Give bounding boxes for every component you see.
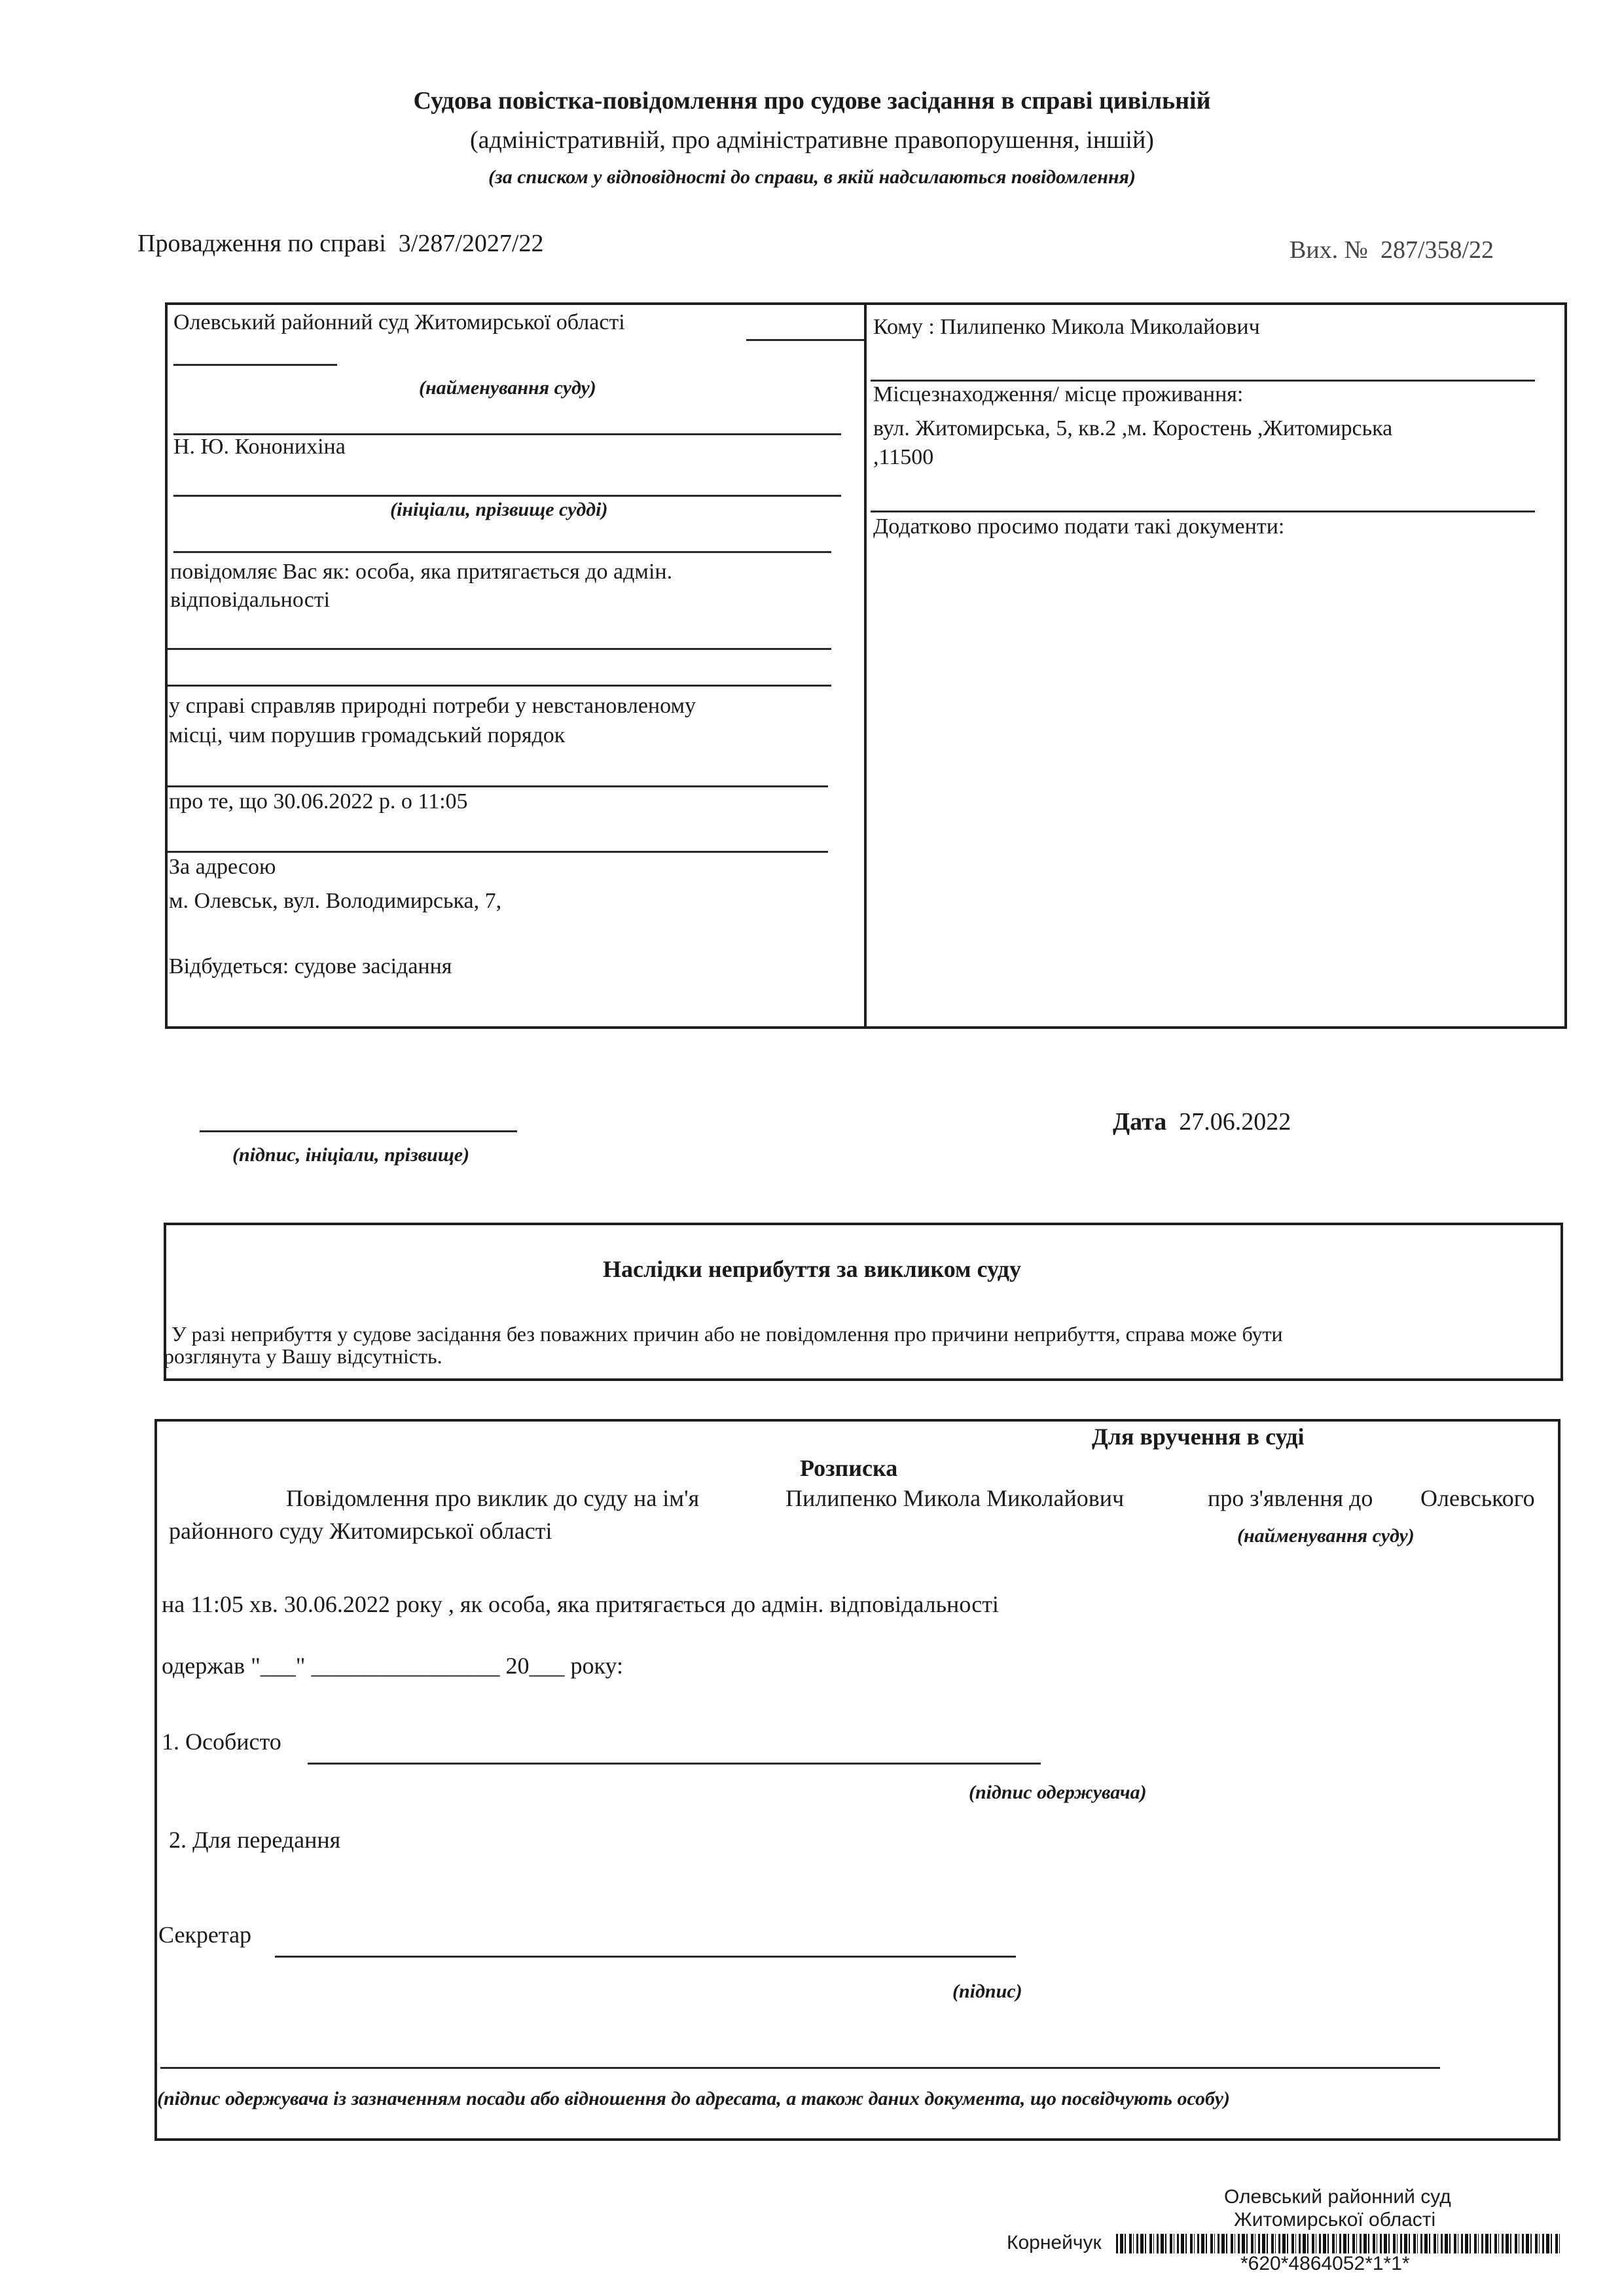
receipt-recipient-name: Пилипенко Микола Миколайович	[785, 1485, 1125, 1511]
receipt-line-1-part-2: про з'явлення до	[1208, 1485, 1373, 1511]
recipient-underline	[871, 380, 1535, 382]
case-number-line	[137, 229, 543, 258]
date-label: Дата	[1113, 1108, 1167, 1136]
footer-clerk: Корнейчук	[1007, 2232, 1102, 2253]
location-underline	[871, 511, 1535, 512]
personal-signature-line	[308, 1763, 1041, 1765]
receipt-court-word: Олевського	[1420, 1485, 1535, 1511]
separator-line-6	[167, 851, 828, 853]
signature-caption: (підпис, ініціали, прізвище)	[232, 1144, 470, 1166]
recipient-line: Кому : Пилипенко Микола Миколайович	[873, 315, 1260, 339]
notice-box-divider	[864, 302, 867, 1029]
judge-underline	[173, 495, 841, 497]
consequences-line-1: У разі неприбуття у судове засідання без поважних причин або не повідомлення про причини неприбуття, справа може бути	[171, 1322, 1283, 1346]
barcode-icon	[1116, 2234, 1561, 2253]
court-caption: (найменування суду)	[419, 377, 596, 399]
judge-name: Н. Ю. Кононихіна	[173, 435, 346, 459]
court-name-tail-line	[746, 339, 864, 341]
event-line: Відбудеться: судове засідання	[169, 954, 452, 978]
signature-line	[200, 1130, 517, 1132]
separator-line-3	[167, 648, 831, 650]
location-line-1: вул. Житомирська, 5, кв.2 ,м. Коростень ,Житомирська	[873, 416, 1393, 440]
footer-court-line-2: Житомирської області	[1234, 2209, 1436, 2231]
outgoing-number-line	[1290, 236, 1494, 264]
receipt-received-line: одержав "___" ________________ 20___ року:	[162, 1653, 624, 1679]
document-title: Судова повістка-повідомлення про судове засідання в справі цивільній	[413, 87, 1211, 115]
secretary-signature-line	[275, 1956, 1016, 1958]
address-value: м. Олевськ, вул. Володимирська, 7,	[169, 889, 502, 913]
document-note: (за списком у відповідності до справи, в якій надсилаються повідомлення)	[488, 166, 1136, 188]
secretary-caption: (підпис)	[952, 1981, 1022, 2002]
case-number: 3/287/2027/22	[398, 230, 544, 257]
consequences-line-2: розглянута у Вашу відсутність.	[164, 1344, 442, 1368]
receipt-time-line: на 11:05 хв. 30.06.2022 року , як особа, яка притягається до адмін. відповідальності	[162, 1591, 999, 1617]
document-subtitle: (адміністративній, про адміністративне правопорушення, іншій)	[470, 126, 1154, 154]
case-line-2: місці, чим порушив громадський порядок	[169, 723, 566, 747]
outgoing-label: Вих. №	[1290, 236, 1368, 264]
receipt-title: Розписка	[800, 1455, 898, 1481]
barcode-text: *620*4864052*1*1*	[1240, 2253, 1410, 2274]
separator-line-5	[167, 785, 828, 787]
judge-caption: (ініціали, прізвище судді)	[390, 499, 608, 520]
consequences-title: Наслідки неприбуття за викликом суду	[603, 1256, 1021, 1282]
outgoing-number: 287/358/22	[1380, 236, 1494, 264]
datetime-line: про те, що 30.06.2022 р. о 11:05	[169, 789, 468, 814]
location-label: Місцезнаходження/ місце проживання:	[873, 382, 1244, 406]
court-name-second-line	[173, 364, 337, 366]
date-line	[1113, 1107, 1291, 1136]
secretary-label: Секретар	[158, 1922, 252, 1948]
case-label: Провадження по справі	[137, 230, 386, 257]
date-value: 27.06.2022	[1179, 1108, 1291, 1136]
case-line-1: у справі справляв природні потреби у невстановленому	[169, 694, 696, 718]
personal-caption: (підпис одержувача)	[969, 1782, 1147, 1803]
footer-court-line-1: Олевський районний суд	[1224, 2186, 1451, 2208]
notify-line-1: повідомляє Вас як: особа, яка притягається до адмін.	[170, 560, 673, 584]
recipient-signature-line	[160, 2067, 1440, 2069]
court-name: Олевський районний суд Житомирської області	[173, 310, 625, 334]
location-line-2: ,11500	[873, 445, 934, 469]
notify-line-2: відповідальності	[170, 588, 331, 612]
personal-label: 1. Особисто	[162, 1729, 281, 1755]
receipt-line-1-part-1: Повідомлення про виклик до суду на ім'я	[286, 1485, 700, 1511]
receipt-court-caption: (найменування суду)	[1237, 1525, 1415, 1547]
receipt-line-2: районного суду Житомирської області	[169, 1518, 552, 1544]
separator-line-4	[167, 685, 831, 687]
for-court-label: Для вручення в суді	[1092, 1424, 1305, 1450]
documents-line: Додатково просимо подати такі документи:	[873, 514, 1285, 539]
transfer-label: 2. Для передання	[169, 1827, 341, 1853]
separator-line-2	[173, 551, 831, 553]
address-label: За адресою	[169, 855, 276, 879]
receipt-bottom-caption: (підпис одержувача із зазначенням посади або відношення до адресата, а також даних документа, що посвідчують особу)	[157, 2088, 1230, 2109]
